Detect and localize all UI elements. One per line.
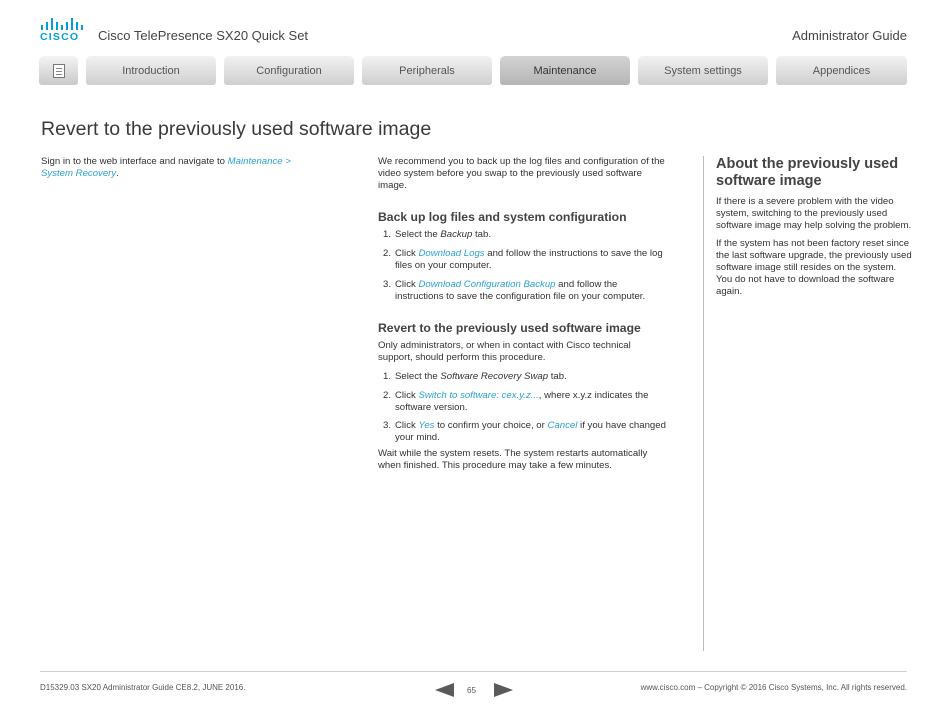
list-item bbox=[378, 420, 668, 444]
tab-configuration[interactable]: Configuration bbox=[224, 56, 354, 85]
tab-introduction[interactable]: Introduction bbox=[86, 56, 216, 85]
cisco-logo bbox=[40, 18, 84, 44]
sidebar-heading: About the previously used software image bbox=[716, 156, 899, 189]
step-text: tab. bbox=[472, 229, 492, 241]
step-number: 3. bbox=[383, 278, 392, 290]
cisco-logo-bars bbox=[41, 18, 84, 30]
maintenance-system-recovery-link[interactable]: Maintenance > System Recovery bbox=[41, 156, 291, 179]
step-text: Select the bbox=[395, 229, 441, 241]
tab-peripherals[interactable]: Peripherals bbox=[362, 56, 492, 85]
document-id: D15329.03 SX20 Administrator Guide CE8.2, JUNE 2016. bbox=[40, 683, 246, 692]
cisco-logo-text: CISCO bbox=[40, 31, 80, 43]
switch-to-software-link[interactable]: Switch to software: cex.y.z... bbox=[418, 389, 539, 401]
sidebar-paragraph-1: If there is a severe problem with the video system, switching to the previously used software image may help solving the problem. bbox=[716, 196, 912, 231]
download-configuration-backup-link[interactable]: Download Configuration Backup bbox=[418, 278, 556, 290]
revert-steps bbox=[378, 371, 668, 444]
step-number: 1. bbox=[383, 370, 392, 382]
cancel-link[interactable]: Cancel bbox=[547, 420, 578, 432]
step-text: to confirm your choice, or bbox=[434, 420, 548, 432]
step-text: Click bbox=[395, 278, 419, 290]
step-text: Select the bbox=[395, 370, 441, 382]
instruction-text: Sign in to the web interface and navigate to bbox=[41, 156, 228, 167]
column-divider bbox=[703, 156, 704, 651]
list-item bbox=[378, 390, 668, 414]
section-tabs bbox=[39, 56, 907, 85]
list-item bbox=[378, 248, 668, 272]
previous-page-icon[interactable] bbox=[435, 683, 454, 697]
backup-tab-name: Backup bbox=[440, 229, 473, 241]
tab-appendices[interactable]: Appendices bbox=[776, 56, 907, 85]
page-number: 65 bbox=[467, 686, 476, 695]
tab-system-settings[interactable]: System settings bbox=[638, 56, 768, 85]
backup-heading: Back up log files and system configuration bbox=[378, 210, 627, 225]
step-text: Click bbox=[395, 248, 419, 260]
table-of-contents-icon[interactable] bbox=[39, 56, 78, 85]
step-text: Click bbox=[395, 420, 419, 432]
step-text: tab. bbox=[548, 370, 567, 382]
download-logs-link[interactable]: Download Logs bbox=[418, 248, 485, 260]
step-number: 1. bbox=[383, 229, 392, 241]
yes-link[interactable]: Yes bbox=[418, 420, 435, 432]
sidebar-note bbox=[716, 156, 912, 304]
navigation-instructions bbox=[41, 156, 321, 180]
step-number: 3. bbox=[383, 420, 392, 432]
next-page-icon[interactable] bbox=[494, 683, 513, 697]
step-text: and follow the instructions to save the configuration file on your computer. bbox=[395, 278, 646, 302]
page-navigation bbox=[435, 683, 513, 697]
list-item bbox=[378, 279, 668, 303]
list-item bbox=[378, 229, 668, 241]
step-number: 2. bbox=[383, 389, 392, 401]
step-number: 2. bbox=[383, 248, 392, 260]
procedure-column bbox=[378, 156, 668, 472]
step-text: , where x.y.z indicates the software version. bbox=[395, 389, 649, 413]
step-text: Click bbox=[395, 389, 419, 401]
page-title: Revert to the previously used software image bbox=[41, 118, 432, 140]
revert-warning: Only administrators, or when in contact with Cisco technical support, should perform this procedure. bbox=[378, 340, 631, 364]
restart-note: Wait while the system resets. The system restarts automatically when finished. This procedure may take a few minutes. bbox=[378, 447, 648, 471]
sidebar-paragraph-2: If the system has not been factory reset since the last software upgrade, the previously used software image still resides on the system. You do not have to download the software again. bbox=[716, 238, 912, 297]
footer-divider bbox=[40, 671, 907, 672]
backup-recommendation: We recommend you to back up the log files and configuration of the video system before you swap to the previously used software image. bbox=[378, 156, 665, 191]
backup-steps bbox=[378, 229, 668, 302]
copyright: www.cisco.com – Copyright © 2016 Cisco Systems, Inc. All rights reserved. bbox=[640, 683, 907, 692]
guide-title: Administrator Guide bbox=[792, 28, 907, 43]
instruction-end: . bbox=[116, 167, 119, 179]
step-text: if you have changed your mind. bbox=[395, 420, 666, 444]
document-title: Cisco TelePresence SX20 Quick Set bbox=[98, 28, 309, 43]
tab-maintenance[interactable]: Maintenance bbox=[500, 56, 630, 85]
step-text: and follow the instructions to save the log files on your computer. bbox=[395, 248, 663, 271]
revert-heading: Revert to the previously used software image bbox=[378, 321, 641, 336]
list-item bbox=[378, 371, 668, 383]
swap-tab-name: Software Recovery Swap bbox=[440, 370, 549, 382]
